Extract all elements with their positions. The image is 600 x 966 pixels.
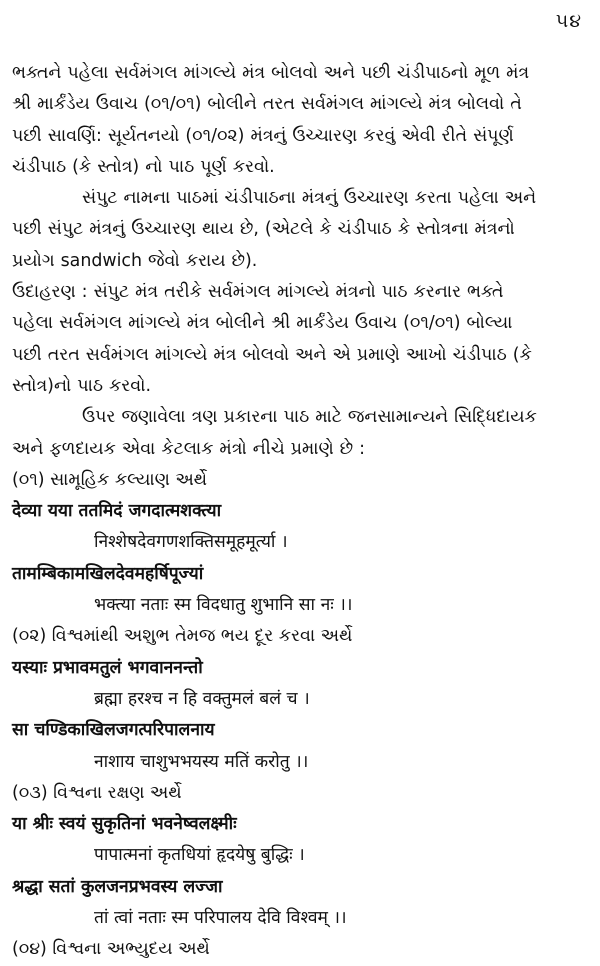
mantra-section-4	[12, 934, 592, 965]
verse-line: भक्त्या नताः स्म विदधातु शुभानि सा नः ।।	[94, 595, 353, 616]
text-line: પછી તરત સર્વમંગલ માંગલ્યે મંત્ર બોલવો અને એ પ્રમાણે આખો ચંડીપાઠ (કે	[12, 344, 532, 365]
verse-line: सा चण्डिकाखिलजगत्परिपालनाय	[12, 720, 215, 741]
verse-line: निश्शेषदेवगणशक्तिसमूहमूर्त्या ।	[94, 532, 288, 553]
paragraph-intro	[12, 58, 592, 183]
section-heading: (૦૧) સામૂહિક કલ્યાણ અર્થે	[12, 469, 208, 490]
text-line: પ્રયોગ sandwich જેવો કરાય છે).	[12, 250, 258, 271]
page-number: ૫૪	[555, 10, 582, 32]
text-line: પછી સંપુટ મંત્રનું ઉચ્ચારણ થાય છે, (એટલે કે ચંડીપાઠ કે સ્તોત્રના મંત્રનો	[12, 219, 515, 240]
verse-line: यस्याः प्रभावमतुलं भगवाननन्तो	[12, 657, 203, 678]
verse-line: श्रद्धा सतां कुलजनप्रभवस्य लज्जा	[12, 876, 223, 897]
section-heading: (૦૪) વિશ્વના અભ્યુદય અર્થે	[12, 939, 210, 960]
text-line: ચંડીપાઠ (કે સ્તોત્ર) નો પાઠ પૂર્ણ કરવો.	[12, 156, 275, 177]
mantra-section-3	[12, 778, 592, 934]
text-line: પહેલા સર્વમંગલ માંગલ્યે મંત્ર બોલીને શ્રી માર્કંડેય ઉવાચ (૦૧/૦૧) બોલ્યા	[12, 313, 513, 334]
text-line: સ્તોત્ર)નો પાઠ કરવો.	[12, 375, 151, 396]
text-line: શ્રી માર્કંડેય ઉવાચ (૦૧/૦૧) બોલીને તરત સર્વમંગલ માંગલ્યે મંત્ર બોલવો તે	[12, 94, 522, 115]
text-line: ઉદાહરણ : સંપુટ મંત્ર તરીકે સર્વમંગલ માંગલ્યે મંત્રનો પાઠ કરનાર ભક્તે	[12, 282, 504, 303]
text-line: ઉપર જણાવેલા ત્રણ પ્રકારના પાઠ માટે જનસામાન્યને સિદ્ધિદાયક	[82, 407, 537, 428]
verse-line: तां त्वां नताः स्म परिपालय देवि विश्वम् ।।	[94, 908, 347, 929]
verse-line: या श्रीः स्वयं सुकृतिनां भवनेष्वलक्ष्मीः	[12, 814, 237, 835]
verse-line: पापात्मनां कृतधियां हृदयेषु बुद्धिः ।	[94, 845, 305, 866]
paragraph-mantras-intro	[12, 402, 592, 465]
verse-line: ब्रह्मा हरश्च न हि वक्तुमलं बलं च ।	[94, 688, 310, 709]
text-line: અને ફળદાયક એવા કેટલાક મંત્રો નીચે પ્રમાણે છે :	[12, 438, 365, 459]
section-heading: (૦૨) વિશ્વમાંથી અશુભ તેમજ ભય દૂર કરવા અર્થે	[12, 626, 353, 647]
verse-line: तामम्बिकामखिलदेवमहर्षिपूज्यां	[12, 563, 204, 584]
paragraph-example	[12, 277, 592, 402]
page-body	[12, 58, 592, 966]
verse-line: नाशाय चाशुभभयस्य मतिं करोतु ।।	[94, 751, 309, 772]
mantra-section-1	[12, 465, 592, 621]
section-heading: (૦૩) વિશ્વના રક્ષણ અર્થે	[12, 782, 182, 803]
mantra-section-2	[12, 621, 592, 777]
text-line: સંપુટ નામના પાઠમાં ચંડીપાઠના મંત્રનું ઉચ્ચારણ કરતા પહેલા અને	[82, 188, 537, 209]
text-line: ભક્તને પહેલા સર્વમંગલ માંગલ્યે મંત્ર બોલવો અને પછી ચંડીપાઠનો મૂળ મંત્ર	[12, 63, 530, 83]
verse-line: देव्या यया ततमिदं जगदात्मशक्त्या	[12, 501, 222, 522]
paragraph-samput	[12, 183, 592, 277]
text-line: પછી સાવર્ણિ: સૂર્યતનયો (૦૧/૦૨) મંત્રનું ઉચ્ચારણ કરવું એવી રીતે સંપૂર્ણ	[12, 125, 514, 146]
